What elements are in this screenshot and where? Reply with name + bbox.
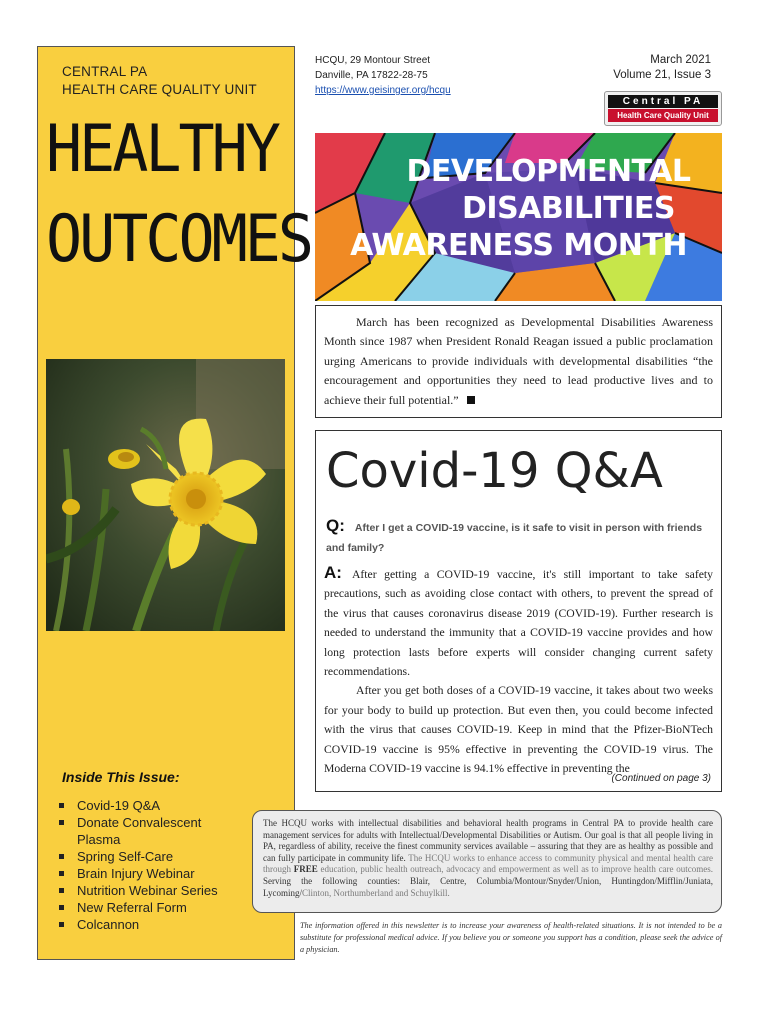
issue-volume: Volume 21, Issue 3	[613, 69, 711, 81]
address-block	[315, 53, 451, 98]
list-item: Spring Self-Care	[56, 848, 237, 865]
continued-note: (Continued on page 3)	[611, 773, 711, 784]
ddam-text: March has been recognized as Developmental Disabilities Awareness Month since 1987 when President Ronald Reagan issued a public proclamation urging Americans to provide individuals with developmental disabilities “the encouragement and opportunities they need to lead productive lives and to achieve their full potential.”	[324, 315, 713, 407]
list-item: Colcannon	[56, 916, 237, 933]
issue-info	[613, 53, 711, 83]
answer-label: A:	[324, 563, 342, 582]
inside-issue-list	[56, 797, 237, 933]
website-link[interactable]: https://www.geisinger.org/hcqu	[315, 85, 451, 96]
unit-line-2: HEALTH CARE QUALITY UNIT	[62, 82, 257, 97]
article-title: Covid-19 Q&A	[326, 443, 663, 499]
banner-line-3: AWARENESS MONTH	[350, 228, 687, 263]
info-text-3: education, public health outreach, advocacy and empowerment as well as to improve health care outcomes.	[317, 864, 714, 875]
logo-top-text: Central PA	[608, 95, 718, 108]
unit-line-1: CENTRAL PA	[62, 64, 148, 79]
list-item: Nutrition Webinar Series	[56, 882, 237, 899]
banner-line-2: DISABILITIES	[462, 191, 675, 226]
info-free: FREE	[293, 864, 318, 875]
list-item: New Referral Form	[56, 899, 237, 916]
question-label: Q:	[326, 516, 345, 535]
daffodil-photo	[46, 359, 285, 631]
answer-paragraph-1: After getting a COVID-19 vaccine, it's still important to take safety precautions, such as avoiding close contact with others, to prevent the spread of the virus that causes coronavirus disease 2019 (COVID-19). Further research is needed to understand the immunity that a COVID-19 vaccine provides and how long protection lasts before experts will consider changing current safety recommendations.	[324, 568, 713, 679]
unit-name	[62, 63, 257, 99]
info-text-4: Serving the following counties: Blair, Centre, Columbia/Montour/Snyder/Union, Huntingdon/Mifflin/Juniata, Lycoming/	[263, 875, 713, 898]
address-line-2: Danville, PA 17822-28-75	[315, 70, 428, 81]
newsletter-title-line-1: HEALTHY	[46, 111, 278, 188]
end-mark-icon	[467, 396, 475, 404]
list-item: Donate Convalescent Plasma	[56, 814, 237, 848]
logo-bottom-text: Health Care Quality Unit	[608, 109, 718, 122]
address-line-1: HCQU, 29 Montour Street	[315, 55, 431, 66]
question-text: After I get a COVID-19 vaccine, is it safe to visit in person with friends and family?	[326, 522, 703, 554]
ddam-banner	[315, 133, 722, 301]
disclaimer: The information offered in this newsletter is to increase your awareness of health-related situations. It is not intended to be a substitute for professional medical advice. If you believe you or someone you support has a condition, please seek the advice of a physician.	[300, 921, 722, 954]
banner-title	[315, 153, 722, 264]
hcqu-logo	[604, 91, 722, 126]
list-item: Brain Injury Webinar	[56, 865, 237, 882]
info-text-1: The HCQU works with intellectual disabilities and behavioral health programs in Central PA to provide health care management services for adults with Intellectual/Developmental Disabilities or Autism. Our goal is that all people living in PA, regardless of ability, receive the finest community services available – assuring that they are as healthy as possible and can fully participate in community life.	[263, 818, 713, 863]
answer	[324, 563, 713, 778]
ddam-article	[315, 305, 722, 418]
question	[326, 516, 716, 558]
banner-line-1: DEVELOPMENTAL	[406, 154, 691, 189]
list-item: Covid-19 Q&A	[56, 797, 237, 814]
info-text-2: The HCQU works to enhance access to community physical and mental health care through	[263, 852, 714, 875]
hcqu-info-box	[252, 810, 722, 913]
issue-date: March 2021	[650, 54, 711, 66]
inside-issue-heading: Inside This Issue:	[62, 769, 180, 785]
answer-paragraph-2: After you get both doses of a COVID-19 vaccine, it takes about two weeks for your body to build up protection. But even then, you could become infected with the virus that causes COVID-19. Keep in mind that the Pfizer-BioNTech COVID-19 vaccine is 95% effective in preventing the COVID-19 virus. The Moderna COVID-19 vaccine is 94.1% effective in preventing the	[324, 684, 713, 776]
covid-qa-article	[315, 430, 722, 792]
newsletter-title-line-2: OUTCOMES	[46, 201, 311, 278]
info-text-5: Clinton, Northumberland and Schuylkill.	[302, 887, 450, 898]
